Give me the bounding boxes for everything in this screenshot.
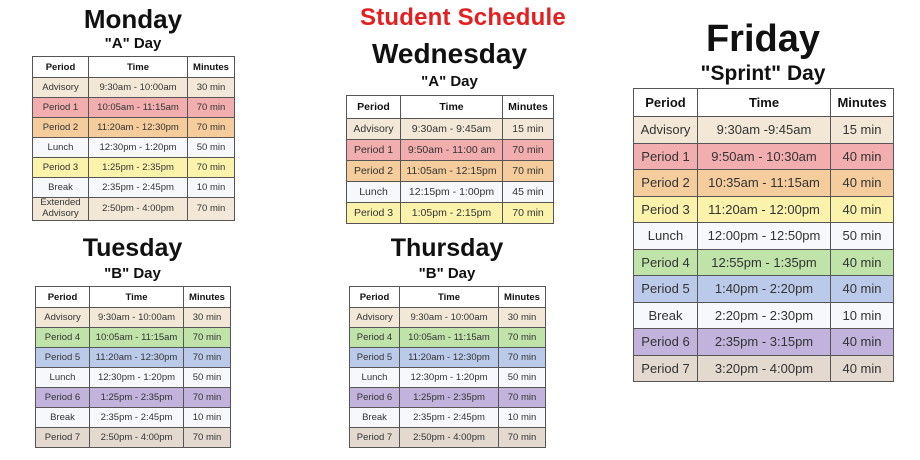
minutes-cell: 70 min: [188, 118, 235, 138]
time-cell: 1:25pm - 2:35pm: [90, 388, 184, 408]
time-cell: 9:30am - 10:00am: [89, 78, 188, 98]
minutes-cell: 50 min: [188, 138, 235, 158]
time-cell: 1:25pm - 2:35pm: [89, 158, 188, 178]
period-cell: Advisory: [33, 78, 89, 98]
time-cell: 9:30am - 9:45am: [401, 119, 503, 140]
day-subtitle: "A" Day: [104, 35, 162, 52]
minutes-cell: 70 min: [499, 428, 546, 448]
period-cell: Period 5: [634, 276, 698, 303]
table-row: [347, 161, 554, 182]
header-time: Time: [401, 96, 503, 119]
table-row: [33, 118, 235, 138]
period-cell: Period 3: [33, 158, 89, 178]
table-row: [33, 98, 235, 118]
table-row: [634, 170, 894, 197]
time-cell: 11:20am - 12:30pm: [90, 348, 184, 368]
thursday-block: [349, 236, 545, 448]
time-cell: 3:20pm - 4:00pm: [698, 355, 831, 382]
header-time: Time: [90, 287, 184, 308]
time-cell: 9:30am - 10:00am: [400, 308, 499, 328]
table-row: [634, 143, 894, 170]
minutes-cell: 10 min: [499, 408, 546, 428]
header-period: Period: [350, 287, 400, 308]
minutes-cell: 30 min: [184, 308, 231, 328]
period-cell: Period 1: [347, 140, 401, 161]
schedule-table: [633, 88, 894, 382]
period-cell: Period 5: [350, 348, 400, 368]
period-cell: Period 1: [634, 143, 698, 170]
minutes-cell: 40 min: [831, 249, 894, 276]
period-cell: Period 6: [350, 388, 400, 408]
day-heading: Wednesday: [371, 38, 528, 69]
minutes-cell: 40 min: [831, 276, 894, 303]
tuesday-block: [35, 236, 230, 448]
table-row: [347, 203, 554, 224]
time-cell: 2:50pm - 4:00pm: [400, 428, 499, 448]
table-row: [36, 348, 231, 368]
day-heading: Friday: [705, 18, 821, 60]
day-subtitle: "Sprint" Day: [700, 62, 826, 85]
period-cell: Period 1: [33, 98, 89, 118]
time-cell: 9:50am - 11:00 am: [401, 140, 503, 161]
period-cell: Break: [36, 408, 90, 428]
time-cell: 10:35am - 11:15am: [698, 170, 831, 197]
minutes-cell: 10 min: [184, 408, 231, 428]
minutes-cell: 15 min: [831, 117, 894, 144]
time-cell: 1:05pm - 2:15pm: [401, 203, 503, 224]
table-row: [350, 428, 546, 448]
time-cell: 2:35pm - 2:45pm: [89, 178, 188, 198]
table-row: [634, 276, 894, 303]
schedule-table: [35, 286, 231, 448]
time-cell: 9:30am - 10:00am: [90, 308, 184, 328]
period-cell: Lunch: [347, 182, 401, 203]
table-row: [36, 388, 231, 408]
minutes-cell: 70 min: [188, 198, 235, 221]
minutes-cell: 10 min: [188, 178, 235, 198]
header-period: Period: [36, 287, 90, 308]
period-cell: Period 7: [350, 428, 400, 448]
table-row: [36, 428, 231, 448]
period-cell: Period 5: [36, 348, 90, 368]
period-cell: Lunch: [634, 223, 698, 250]
time-cell: 12:30pm - 1:20pm: [90, 368, 184, 388]
time-cell: 2:35pm - 2:45pm: [400, 408, 499, 428]
table-row: [347, 119, 554, 140]
period-cell: Break: [33, 178, 89, 198]
table-row: [634, 302, 894, 329]
time-cell: 2:50pm - 4:00pm: [89, 198, 188, 221]
schedule-table: [346, 95, 554, 224]
minutes-cell: 70 min: [188, 158, 235, 178]
minutes-cell: 70 min: [184, 348, 231, 368]
period-cell: Period 4: [634, 249, 698, 276]
table-row: [350, 388, 546, 408]
header-minutes: Minutes: [188, 57, 235, 78]
minutes-cell: 50 min: [831, 223, 894, 250]
minutes-cell: 70 min: [503, 140, 554, 161]
day-heading: Tuesday: [82, 234, 183, 262]
day-subtitle: "B" Day: [418, 265, 476, 282]
friday-block: [633, 20, 893, 382]
day-heading: Thursday: [390, 234, 504, 262]
minutes-cell: 70 min: [184, 328, 231, 348]
table-row: [634, 196, 894, 223]
table-row: [33, 138, 235, 158]
period-cell: Lunch: [33, 138, 89, 158]
table-row: [350, 408, 546, 428]
header-minutes: Minutes: [503, 96, 554, 119]
table-row: [33, 178, 235, 198]
minutes-cell: 40 min: [831, 355, 894, 382]
minutes-cell: 50 min: [499, 368, 546, 388]
minutes-cell: 40 min: [831, 170, 894, 197]
minutes-cell: 70 min: [184, 428, 231, 448]
time-cell: 12:15pm - 1:00pm: [401, 182, 503, 203]
header-period: Period: [347, 96, 401, 119]
table-row: [36, 408, 231, 428]
table-row: [33, 158, 235, 178]
time-cell: 9:30am -9:45am: [698, 117, 831, 144]
minutes-cell: 70 min: [184, 388, 231, 408]
time-cell: 2:35pm - 3:15pm: [698, 329, 831, 356]
header-minutes: Minutes: [184, 287, 231, 308]
schedule-table: [32, 56, 235, 221]
minutes-cell: 70 min: [499, 388, 546, 408]
minutes-cell: 10 min: [831, 302, 894, 329]
day-subtitle: "A" Day: [421, 73, 478, 90]
period-cell: Period 6: [36, 388, 90, 408]
period-cell: Period 2: [33, 118, 89, 138]
minutes-cell: 15 min: [503, 119, 554, 140]
schedule-table: [349, 286, 546, 448]
time-cell: 12:00pm - 12:50pm: [698, 223, 831, 250]
time-cell: 12:30pm - 1:20pm: [89, 138, 188, 158]
table-row: [350, 348, 546, 368]
time-cell: 11:05am - 12:15pm: [401, 161, 503, 182]
header-minutes: Minutes: [831, 89, 894, 117]
minutes-cell: 70 min: [499, 348, 546, 368]
day-heading: Monday: [83, 4, 183, 34]
monday-block: [32, 6, 234, 221]
header-time: Time: [698, 89, 831, 117]
period-cell: Period 3: [634, 196, 698, 223]
minutes-cell: 40 min: [831, 329, 894, 356]
table-row: [350, 328, 546, 348]
time-cell: 12:30pm - 1:20pm: [400, 368, 499, 388]
time-cell: 2:35pm - 2:45pm: [90, 408, 184, 428]
period-cell: Advisory: [36, 308, 90, 328]
header-time: Time: [400, 287, 499, 308]
table-row: [350, 308, 546, 328]
header-period: Period: [33, 57, 89, 78]
wednesday-block: [346, 40, 553, 224]
time-cell: 2:20pm - 2:30pm: [698, 302, 831, 329]
period-cell: Period 7: [634, 355, 698, 382]
period-cell: Period 4: [350, 328, 400, 348]
period-cell: Break: [350, 408, 400, 428]
period-cell: Advisory: [350, 308, 400, 328]
minutes-cell: 30 min: [188, 78, 235, 98]
table-row: [634, 223, 894, 250]
time-cell: 1:40pm - 2:20pm: [698, 276, 831, 303]
table-row: [36, 308, 231, 328]
table-row: [634, 249, 894, 276]
table-row: [33, 78, 235, 98]
period-cell: Period 6: [634, 329, 698, 356]
period-cell: Period 2: [634, 170, 698, 197]
period-cell: Advisory: [634, 117, 698, 144]
time-cell: 11:20am - 12:00pm: [698, 196, 831, 223]
table-row: [347, 182, 554, 203]
time-cell: 11:20am - 12:30pm: [400, 348, 499, 368]
header-minutes: Minutes: [499, 287, 546, 308]
time-cell: 10:05am - 11:15am: [400, 328, 499, 348]
table-row: [350, 368, 546, 388]
time-cell: 10:05am - 11:15am: [89, 98, 188, 118]
table-row: [33, 198, 235, 221]
minutes-cell: 70 min: [188, 98, 235, 118]
header-period: Period: [634, 89, 698, 117]
header-time: Time: [89, 57, 188, 78]
table-row: [347, 140, 554, 161]
period-cell: Period 2: [347, 161, 401, 182]
minutes-cell: 40 min: [831, 143, 894, 170]
time-cell: 11:20am - 12:30pm: [89, 118, 188, 138]
time-cell: 10:05am - 11:15am: [90, 328, 184, 348]
minutes-cell: 70 min: [503, 161, 554, 182]
period-cell: Extended Advisory: [33, 198, 89, 221]
table-row: [634, 355, 894, 382]
minutes-cell: 70 min: [503, 203, 554, 224]
minutes-cell: 40 min: [831, 196, 894, 223]
minutes-cell: 70 min: [499, 328, 546, 348]
day-subtitle: "B" Day: [104, 265, 161, 282]
time-cell: 9:50am - 10:30am: [698, 143, 831, 170]
time-cell: 1:25pm - 2:35pm: [400, 388, 499, 408]
period-cell: Advisory: [347, 119, 401, 140]
table-row: [634, 117, 894, 144]
time-cell: 2:50pm - 4:00pm: [90, 428, 184, 448]
minutes-cell: 30 min: [499, 308, 546, 328]
period-cell: Break: [634, 302, 698, 329]
period-cell: Period 3: [347, 203, 401, 224]
table-row: [36, 328, 231, 348]
period-cell: Period 7: [36, 428, 90, 448]
table-row: [634, 329, 894, 356]
minutes-cell: 45 min: [503, 182, 554, 203]
period-cell: Lunch: [350, 368, 400, 388]
period-cell: Lunch: [36, 368, 90, 388]
minutes-cell: 50 min: [184, 368, 231, 388]
page-title: Student Schedule: [360, 4, 566, 31]
period-cell: Period 4: [36, 328, 90, 348]
table-row: [36, 368, 231, 388]
time-cell: 12:55pm - 1:35pm: [698, 249, 831, 276]
